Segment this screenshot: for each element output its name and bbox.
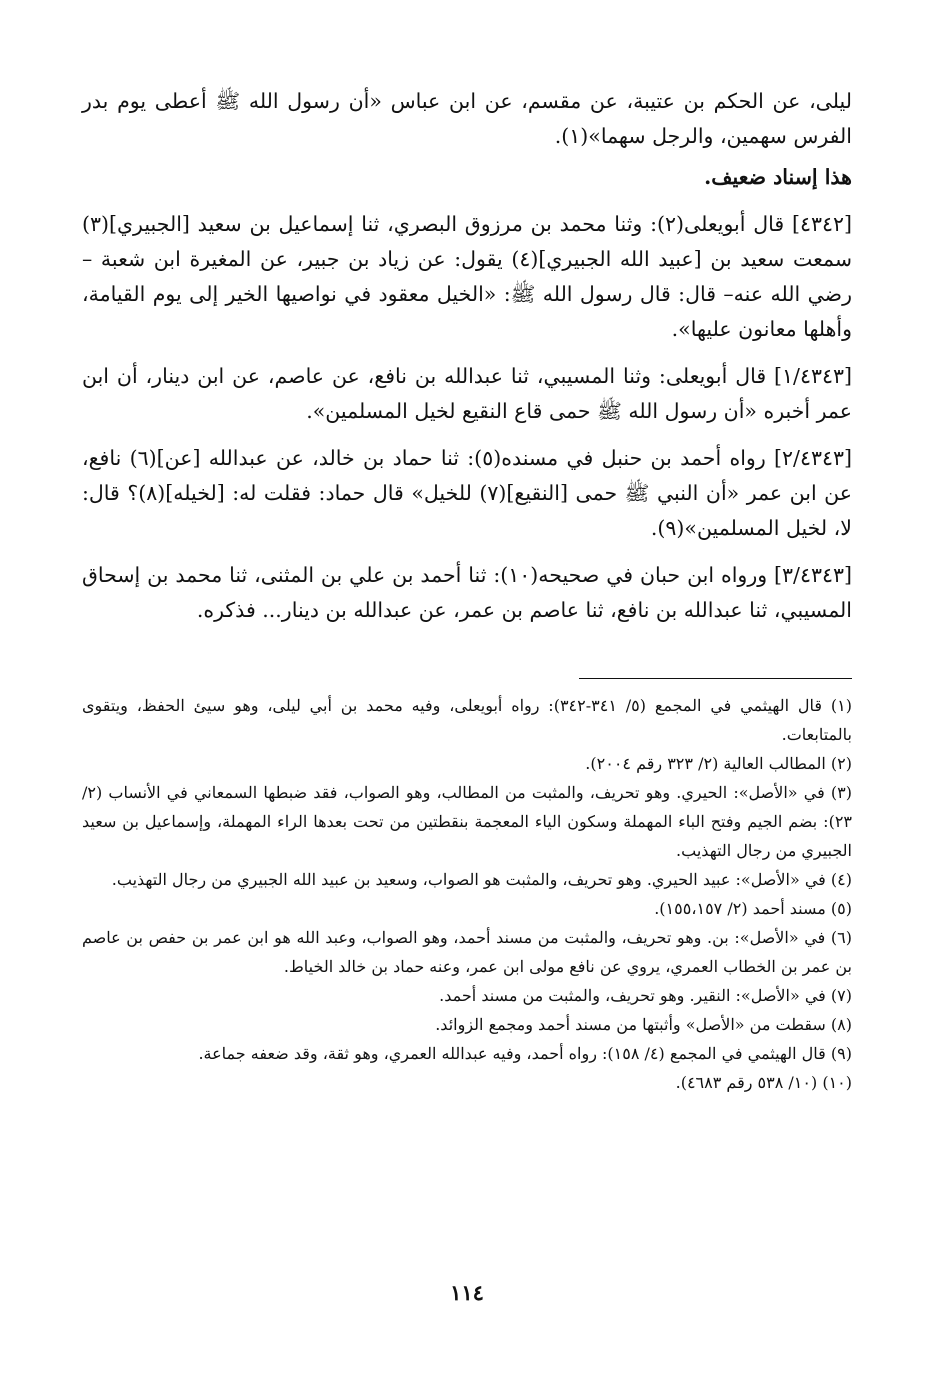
footnote-7: (٧) في «الأصل»: النقير. وهو تحريف، والمثبت من مسند أحمد. xyxy=(439,986,852,1005)
main-text xyxy=(82,84,852,628)
footnotes-list xyxy=(82,691,852,1097)
footnote-1: (١) قال الهيثمي في المجمع (٥/ ٣٤١-٣٤٢): رواه أبويعلى، وفيه محمد بن أبي ليلى، وهو سيئ الحفظ، ويتقوى بالمتابعات. xyxy=(82,696,853,744)
hadith-4343-3: [٣/٤٣٤٣] ورواه ابن حبان في صحيحه(١٠): ثنا أحمد بن علي بن المثنى، ثنا محمد بن إسحاق المسيبي، ثنا عبدالله بن نافع، ثنا عاصم بن عمر، عن عبدالله بن دينار... فذكره. xyxy=(82,563,852,622)
footnote-8: (٨) سقطت من «الأصل» وأثبتها من مسند أحمد ومجمع الزوائد. xyxy=(435,1015,852,1034)
footnote-10: (١٠) (١٠/ ٥٣٨ رقم ٤٦٨٣). xyxy=(675,1073,852,1092)
isnad-note: هذا إسناد ضعيف. xyxy=(704,165,852,189)
footnote-5: (٥) مسند أحمد (٢/ ١٥٥،١٥٧). xyxy=(654,899,852,918)
page-number: ١١٤ xyxy=(450,1280,484,1305)
footnote-6: (٦) في «الأصل»: بن. وهو تحريف، والمثبت من مسند أحمد، وهو الصواب، وعبد الله هو ابن عمر بن حفص بن عاصم بن عمر بن الخطاب العمري، يروي عن نافع مولى ابن عمر، وعنه حماد بن خالد الخياط. xyxy=(82,928,852,976)
hadith-4343-2: [٢/٤٣٤٣] رواه أحمد بن حنبل في مسنده(٥): ثنا حماد بن خالد، عن عبدالله [عن](٦) نافع، عن ابن عمر «أن النبي ﷺ حمى [النقيع](٧) للخيل» قال حماد: فقلت له: [لخيله](٨)؟ قال: لا، لخيل المسلمين»(٩). xyxy=(82,446,853,540)
footnote-2: (٢) المطالب العالية (٢/ ٣٢٣ رقم ٢٠٠٤). xyxy=(585,754,852,773)
hadith-4343-1: [١/٤٣٤٣] قال أبويعلى: وثنا المسيبي، ثنا عبدالله بن نافع، عن عاصم، عن ابن دينار، أن ابن عمر أخبره «أن رسول الله ﷺ حمى قاع النقيع لخيل المسلمين». xyxy=(82,364,852,423)
footnote-3: (٣) في «الأصل»: الحيري. وهو تحريف، والمثبت من المطالب، وهو الصواب، فقد ضبطها السمعاني في الأنساب (٢/ ٢٣): بضم الجيم وفتح الباء المهملة وسكون الياء المعجمة بنقطتين من تحت بعدها الراء المهملة، وإسماعيل بن سعيد الجبيري من رجال التهذيب. xyxy=(82,783,852,860)
footnote-4: (٤) في «الأصل»: عبيد الحيري. وهو تحريف، والمثبت هو الصواب، وسعيد بن عبيد الله الجبيري من رجال التهذيب. xyxy=(111,870,852,889)
hadith-4342: [٤٣٤٢] قال أبويعلى(٢): وثنا محمد بن مرزوق البصري، ثنا إسماعيل بن سعيد [الجبيري](٣) سمعت سعيد بن [عبيد الله الجبيري](٤) يقول: عن زياد بن جبير، عن المغيرة ابن شعبة –رضي الله عنه– قال: قال رسول الله ﷺ: «الخيل معقود في نواصيها الخير إلى يوم القيامة، وأهلها معانون عليها». xyxy=(82,212,852,341)
footnote-9: (٩) قال الهيثمي في المجمع (٤/ ١٥٨): رواه أحمد، وفيه عبدالله العمري، وهو ثقة، وقد ضعفه جماعة. xyxy=(198,1044,852,1063)
footnote-divider xyxy=(579,678,852,679)
paragraph-continuation: ليلى، عن الحكم بن عتيبة، عن مقسم، عن ابن عباس «أن رسول الله ﷺ أعطى يوم بدر الفرس سهمين، والرجل سهما»(١). xyxy=(82,89,852,148)
